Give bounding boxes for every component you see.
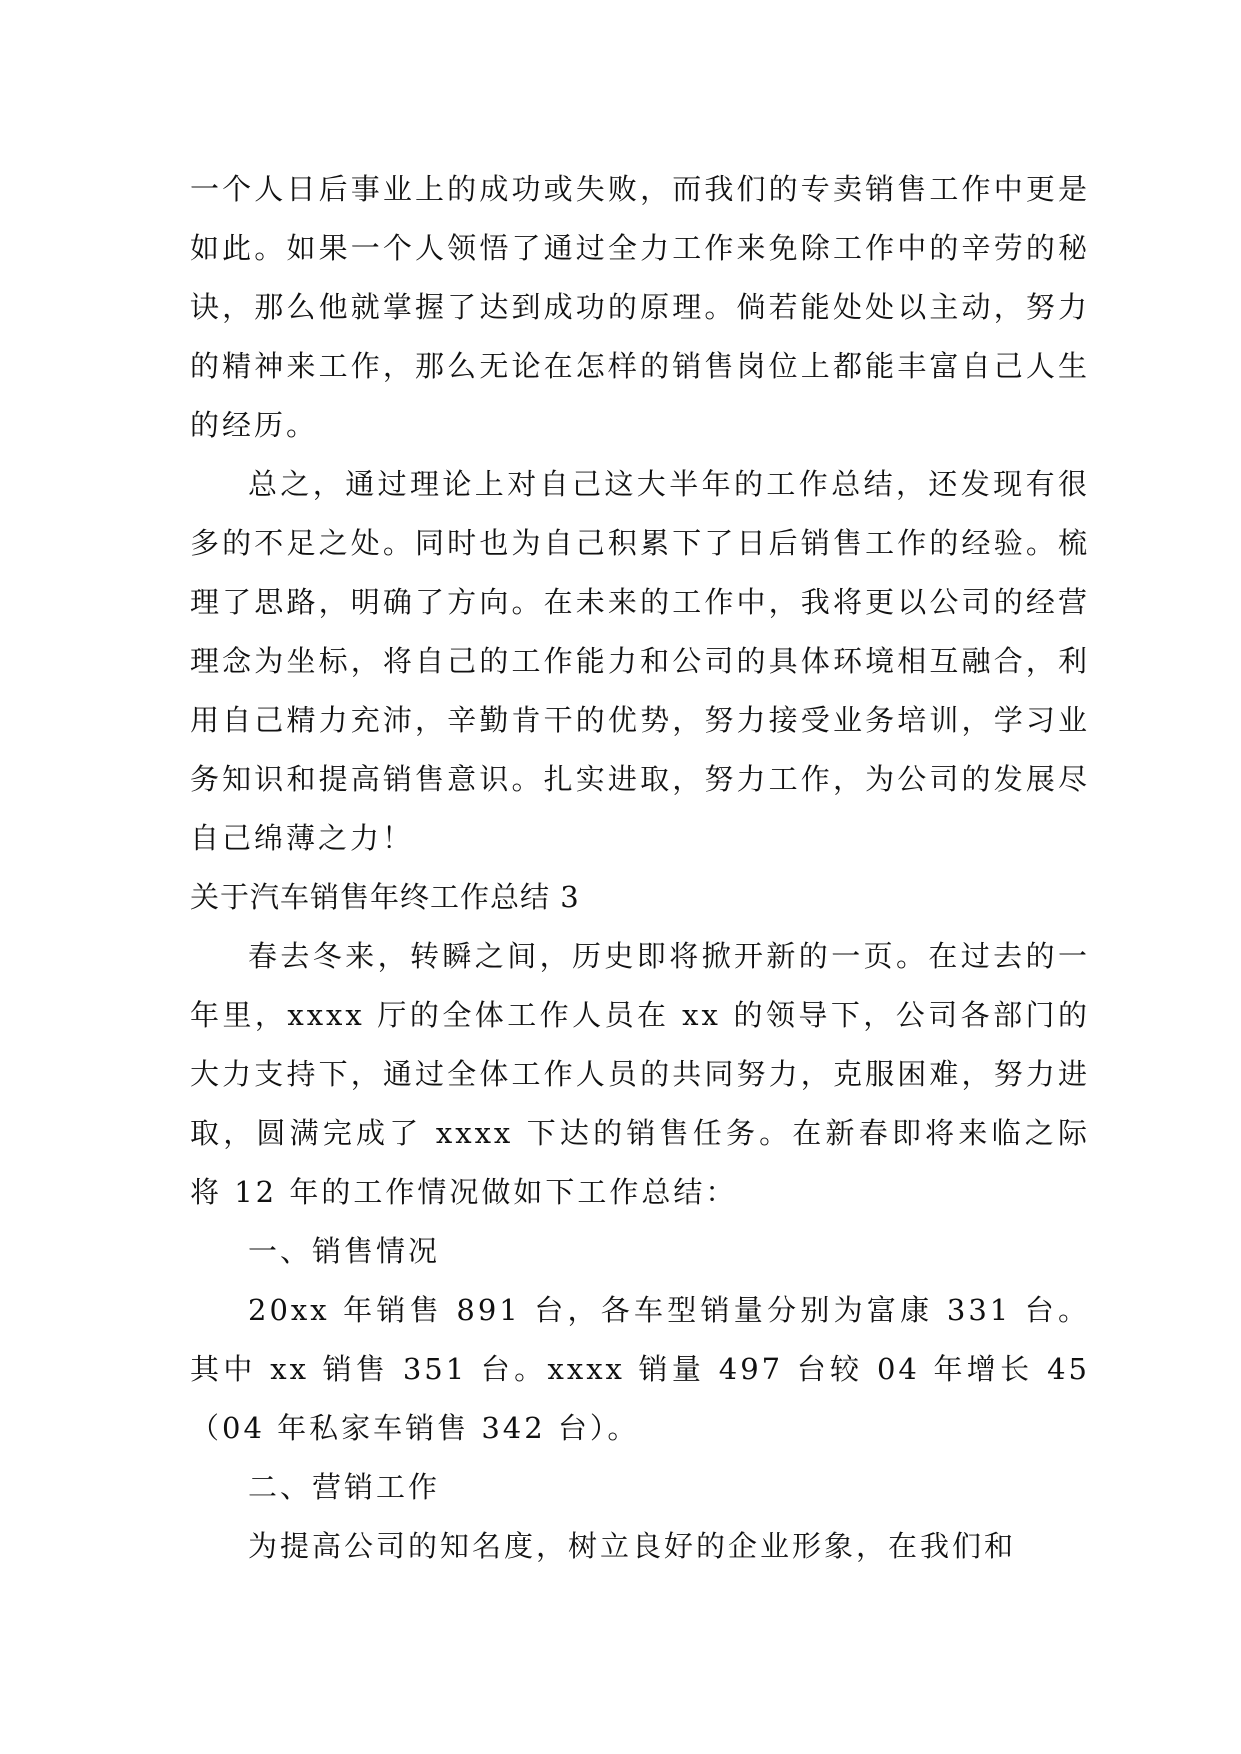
subheading-sales-situation: 一、销售情况: [248, 1234, 441, 1268]
document-body: [190, 160, 1090, 1576]
paragraph-summary-conclusion: 总之，通过理论上对自己这大半年的工作总结，还发现有很多的不足之处。同时也为自己积累下了日后销售工作的经验。梳理了思路，明确了方向。在未来的工作中，我将更以公司的经营理念为坐标，将自己的工作能力和公司的具体环境相互融合，利用自己精力充沛，辛勤肯干的优势，努力接受业务培训，学习业务知识和提高销售意识。扎实进取，努力工作，为公司的发展尽自己绵薄之力！: [190, 467, 1090, 855]
paragraph-marketing-intro: 为提高公司的知名度，树立良好的企业形象，在我们和: [248, 1529, 1017, 1563]
section-title: 关于汽车销售年终工作总结 3: [190, 880, 580, 914]
paragraph-year-review: 春去冬来，转瞬之间，历史即将掀开新的一页。在过去的一年里，xxxx 厅的全体工作人员在 xx 的领导下，公司各部门的大力支持下，通过全体工作人员的共同努力，克服困难，努力进取，圆满完成了 xxxx 下达的销售任务。在新春即将来临之际将 12 年的工作情况做如下工作总结：: [190, 939, 1090, 1209]
paragraph-career-success: 一个人日后事业上的成功或失败，而我们的专卖销售工作中更是如此。如果一个人领悟了通过全力工作来免除工作中的辛劳的秘诀，那么他就掌握了达到成功的原理。倘若能处处以主动，努力的精神来工作，那么无论在怎样的销售岗位上都能丰富自己人生的经历。: [190, 172, 1090, 442]
subheading-marketing-work: 二、营销工作: [248, 1470, 441, 1504]
paragraph-sales-figures: 20xx 年销售 891 台，各车型销量分别为富康 331 台。其中 xx 销售 351 台。xxxx 销量 497 台较 04 年增长 45（04 年私家车销售 342 台）。: [190, 1293, 1090, 1445]
